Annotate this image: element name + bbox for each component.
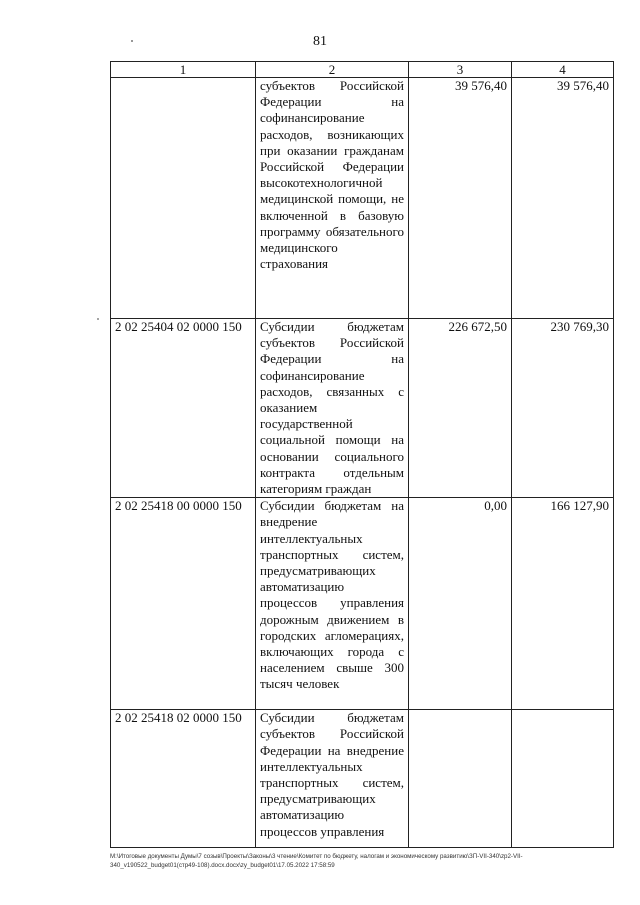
column-header-1: 1 [111, 62, 256, 78]
header-row [111, 62, 614, 78]
budget-value-year-1 [409, 710, 512, 848]
budget-description: Субсидии бюджетам субъектов Российской Федерации на внедрение интеллектуальных транспортных систем, предусматривающих автоматизацию процессов управления [256, 710, 409, 848]
budget-value-year-2: 230 769,30 [512, 319, 614, 498]
table-row [111, 319, 614, 498]
column-header-4: 4 [512, 62, 614, 78]
column-header-3: 3 [409, 62, 512, 78]
file-path-line-2: 340_v190522_budget01(стр49-108).docx.docx\zy_budget01\17.05.2022 17:58:59 [110, 861, 335, 869]
scan-speck [97, 318, 99, 320]
budget-description: субъектов Российской Федерации на софинансирование расходов, возникающих при оказании гражданам Российской Федерации высокотехнологичной медицинской помощи, не включенной в базовую программу обязательного медицинского страхования [256, 78, 409, 319]
budget-table [110, 61, 614, 848]
file-path-footer [110, 853, 620, 870]
table-row [111, 710, 614, 848]
budget-value-year-1: 0,00 [409, 498, 512, 710]
budget-value-year-2: 39 576,40 [512, 78, 614, 319]
budget-code [111, 78, 256, 319]
file-path-line-1: M:\Итоговые документы Думы\7 созыв\Проекты\Законы\3 чтение\Комитет по бюджету, налогам и экономическому развитию\ЗП-VII-340\zp2-VII- [110, 853, 523, 860]
table-row [111, 498, 614, 710]
page-number: 81 [313, 34, 327, 49]
budget-code: 2 02 25418 02 0000 150 [111, 710, 256, 848]
budget-code: 2 02 25404 02 0000 150 [111, 319, 256, 498]
budget-description: Субсидии бюджетам субъектов Российской Федерации на софинансирование расходов, связанных с оказанием государственной социальной помощи на основании социального контракта отдельным категориям граждан [256, 319, 409, 498]
scan-speck [131, 40, 133, 42]
budget-description: Субсидии бюджетам на внедрение интеллектуальных транспортных систем, предусматривающих автоматизацию процессов управления дорожным движением в городских агломерациях, включающих города с населением свыше 300 тысяч человек [256, 498, 409, 710]
budget-value-year-2 [512, 710, 614, 848]
budget-value-year-1: 226 672,50 [409, 319, 512, 498]
budget-value-year-1: 39 576,40 [409, 78, 512, 319]
budget-code: 2 02 25418 00 0000 150 [111, 498, 256, 710]
table-row [111, 78, 614, 319]
column-header-2: 2 [256, 62, 409, 78]
budget-value-year-2: 166 127,90 [512, 498, 614, 710]
